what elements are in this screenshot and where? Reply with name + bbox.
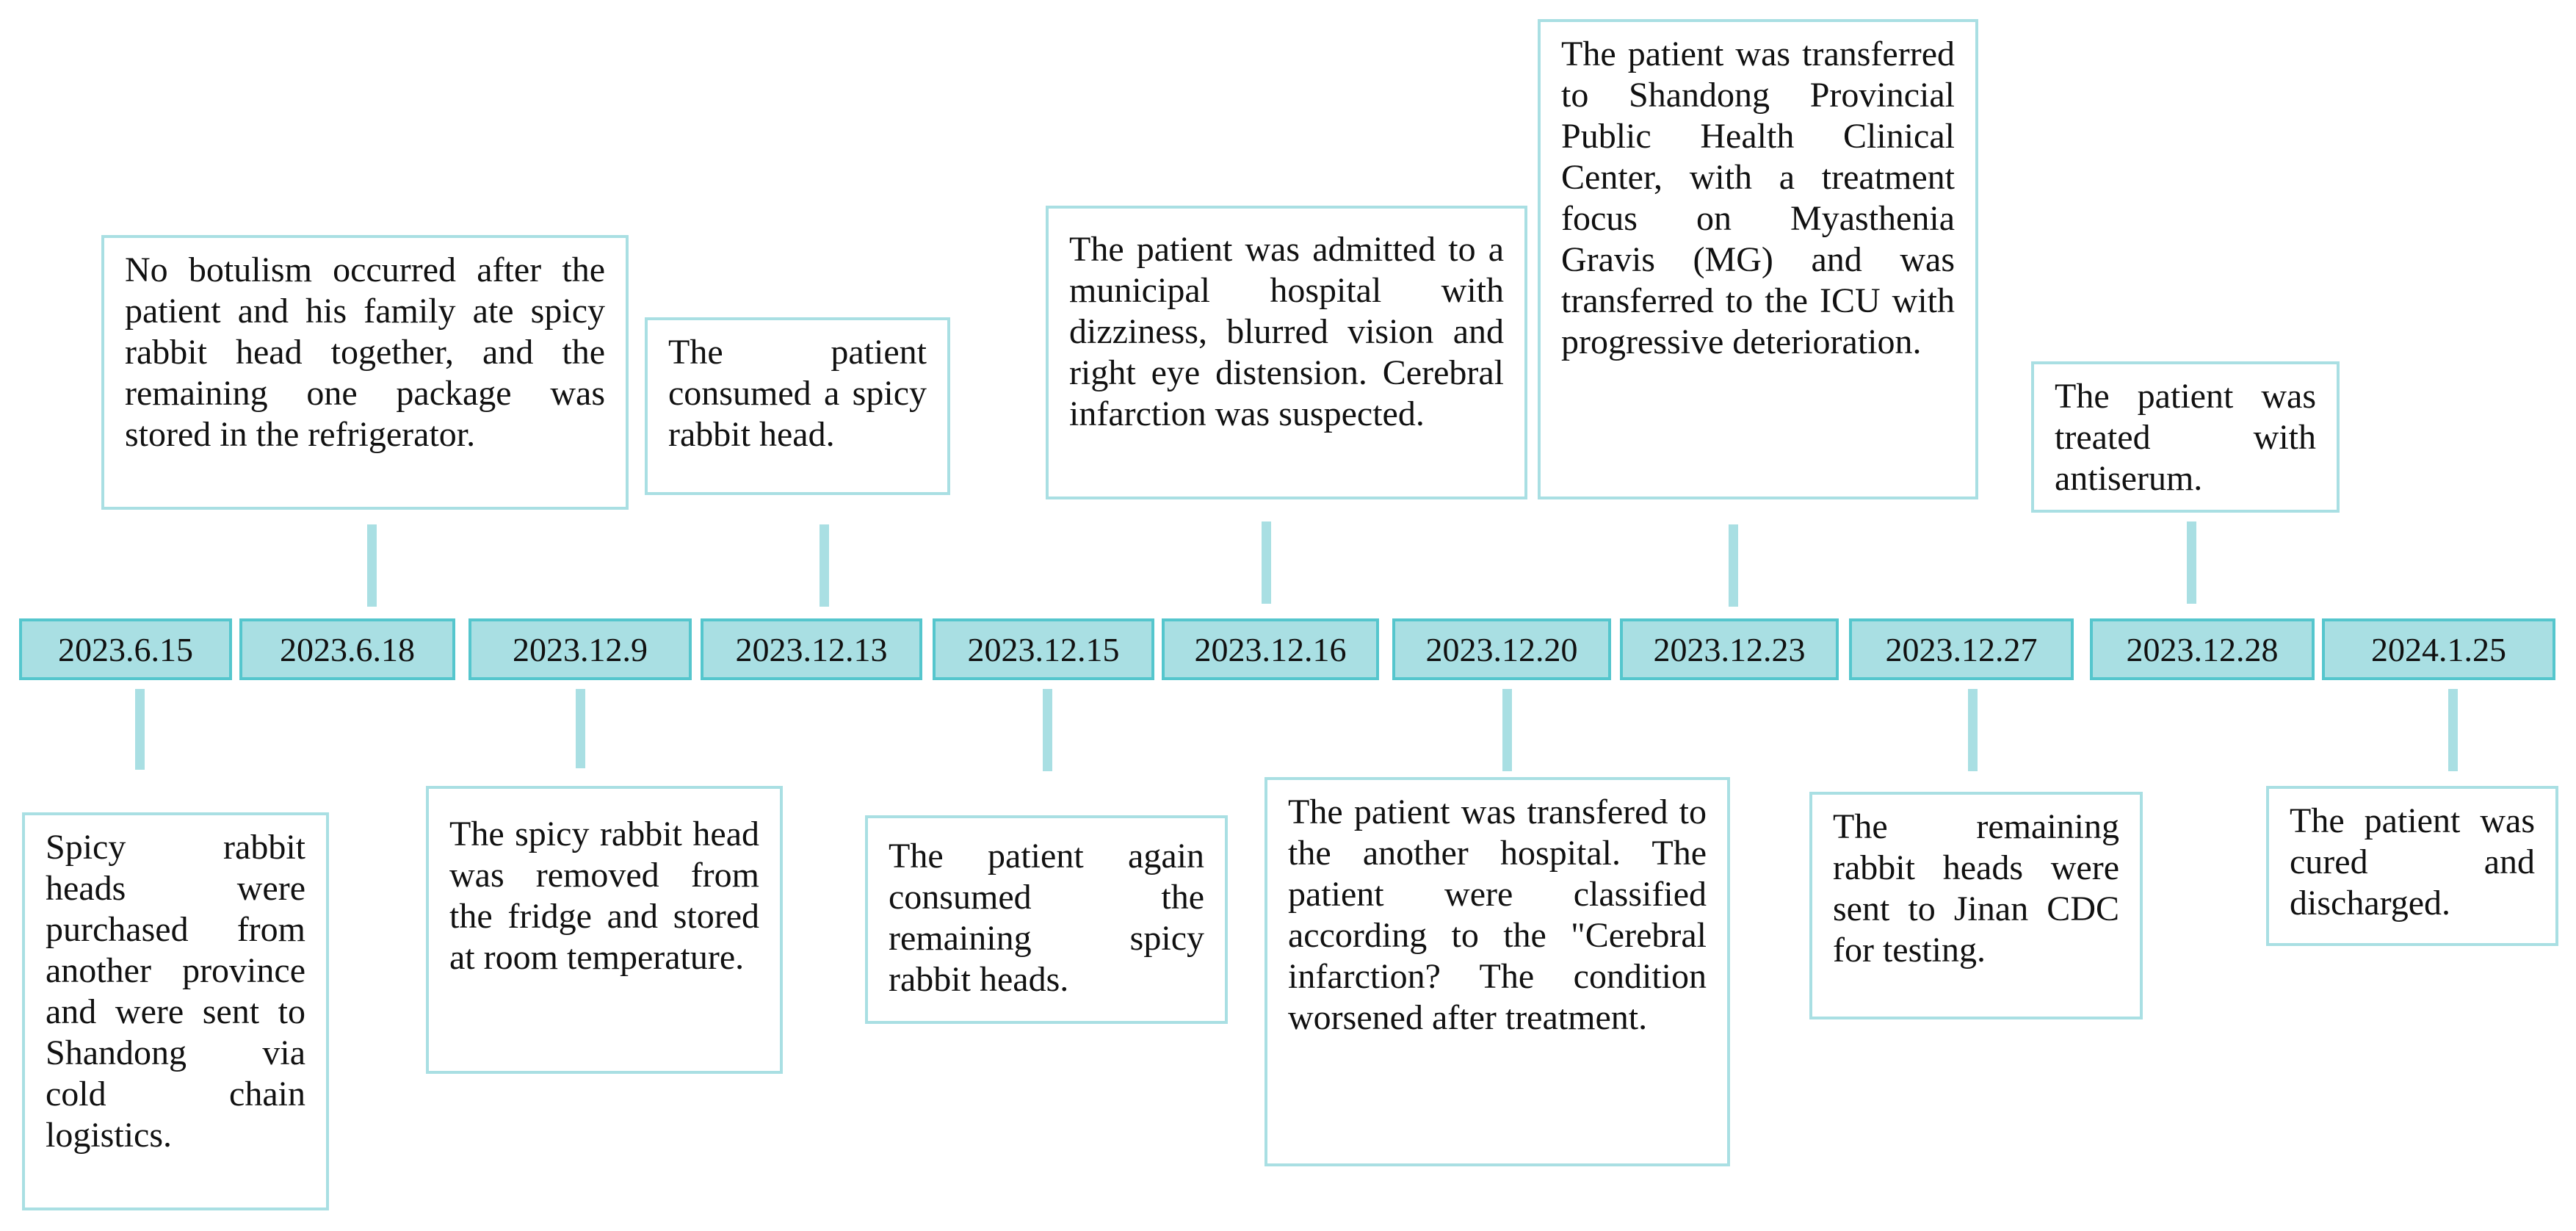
date-2023-12-15: 2023.12.15 — [933, 618, 1154, 680]
connector-2023-12-9 — [576, 689, 585, 768]
event-box-2023-6-15: Spicy rabbit heads were purchased from another province and were sent to Shandong via cold chain logistics. — [22, 812, 329, 1210]
connector-2023-12-28 — [2187, 521, 2196, 604]
event-box-2023-12-28: The patient was treated with antiserum. — [2031, 361, 2340, 513]
date-2024-1-25: 2024.1.25 — [2322, 618, 2555, 680]
date-2023-12-28: 2023.12.28 — [2090, 618, 2315, 680]
connector-2023-12-15 — [1043, 689, 1052, 771]
date-2023-12-16: 2023.12.16 — [1162, 618, 1379, 680]
connector-2023-12-23 — [1729, 524, 1738, 607]
event-box-2023-12-20: The patient was transfered to the another hospital. The patient were classified according to the "Cerebral infarction? The condition worsened after treatment. — [1265, 777, 1730, 1166]
connector-2023-12-20 — [1502, 689, 1512, 771]
event-box-2023-12-9: The spicy rabbit head was removed from the fridge and stored at room temperature. — [426, 786, 783, 1074]
date-2023-12-27: 2023.12.27 — [1849, 618, 2074, 680]
event-box-2023-12-13: The patient consumed a spicy rabbit head. — [645, 317, 950, 495]
connector-2023-6-15 — [135, 689, 145, 770]
connector-2023-12-27 — [1968, 689, 1978, 771]
date-2023-12-13: 2023.12.13 — [701, 618, 922, 680]
event-box-2024-1-25: The patient was cured and discharged. — [2266, 786, 2558, 946]
event-box-2023-12-16: The patient was admitted to a municipal hospital with dizziness, blurred vision and right eye distension. Cerebral infarction was suspected. — [1046, 206, 1527, 499]
connector-2023-12-16 — [1262, 521, 1271, 604]
date-2023-12-20: 2023.12.20 — [1392, 618, 1611, 680]
event-box-2023-6-18: No botulism occurred after the patient and his family ate spicy rabbit head together, and the remaining one package was stored in the refrigerator. — [101, 235, 629, 510]
connector-2023-12-13 — [820, 524, 829, 607]
event-box-2023-12-23: The patient was transferred to Shandong Provincial Public Health Clinical Center, with a treatment focus on Myasthenia Gravis (MG) and was transferred to the ICU with progressive deterioration. — [1538, 19, 1978, 499]
connector-2024-1-25 — [2448, 689, 2458, 771]
date-2023-12-23: 2023.12.23 — [1620, 618, 1839, 680]
connector-2023-6-18 — [367, 524, 377, 607]
date-2023-12-9: 2023.12.9 — [468, 618, 692, 680]
date-2023-6-18: 2023.6.18 — [239, 618, 455, 680]
event-box-2023-12-15: The patient again consumed the remaining spicy rabbit heads. — [865, 815, 1228, 1024]
event-box-2023-12-27: The remaining rabbit heads were sent to Jinan CDC for testing. — [1809, 792, 2143, 1019]
date-2023-6-15: 2023.6.15 — [19, 618, 232, 680]
